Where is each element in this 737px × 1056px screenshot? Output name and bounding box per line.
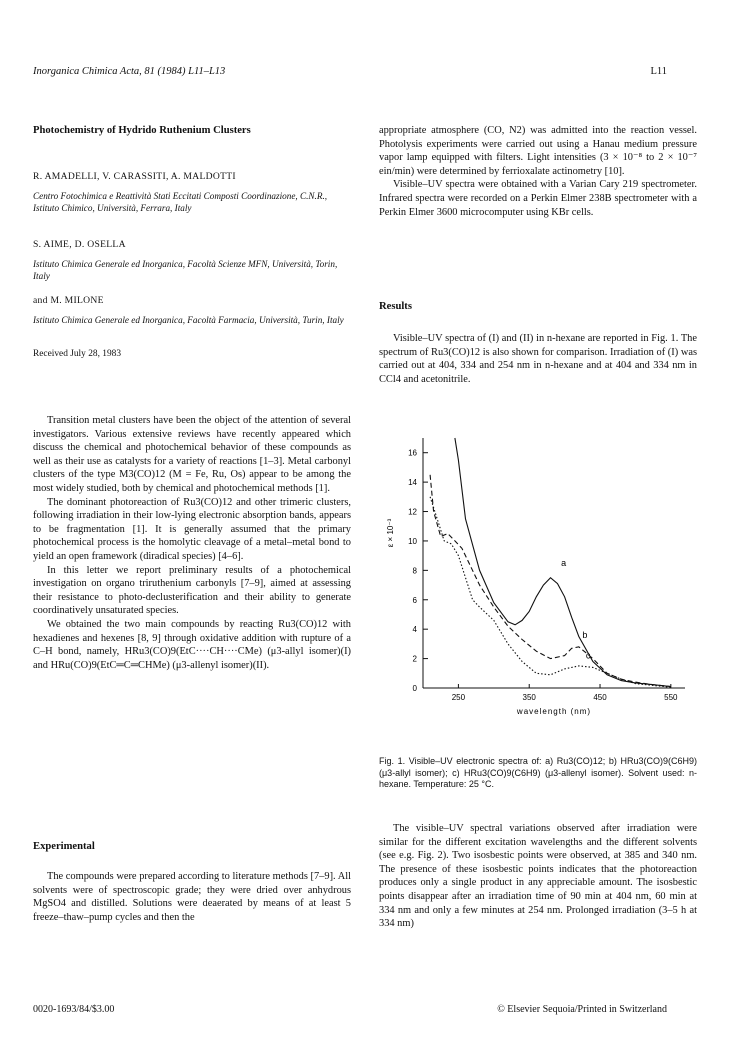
article-title [33,124,351,138]
x-tick-label: 450 [593,693,607,702]
figure-1-chart [379,430,699,745]
curve-label: c [585,650,591,661]
y-tick-label: 8 [412,566,417,576]
x-tick-label: 350 [522,693,536,702]
experimental-paragraph-1: The compounds were prepared according to literature methods [7–9]. All solvents were of spectroscopic grade; they were dried over anhydrous MgSO4 and distilled. Solutions were deaerated by means of at least 5 freeze–thaw–pump cycles and then the [33,871,351,923]
chart-labels [386,449,678,716]
page-number: L11 [650,66,667,77]
experimental-heading: Experimental [33,841,95,852]
x-tick-label: 250 [451,693,466,702]
y-axis-label: ε × 10⁻³ [386,518,395,548]
intro-paragraph-4: We obtained the two main compounds by reacting Ru3(CO)12 with hexadienes and hexenes [8, 9] through oxidative addition with rupture of a C–H bond, namely, HRu3(CO)9(EtC····CH····CMe) (μ3-allyl isomer)(I) and HRu(CO)9(EtC═C═CHMe) (μ3-allenyl isomer)(II). [33,618,351,671]
affiliation-1: Centro Fotochimica e Reattività Stati Eccitati Composti Coordinazione, C.N.R., Istituto Chimico, Università, Ferrara, Italy [33,190,328,213]
experimental-section [33,870,351,924]
journal-citation: Inorganica Chimica Acta, 81 (1984) L11–L13 [33,66,226,77]
author-block-3 [33,294,351,326]
y-tick-label: 0 [412,684,417,693]
title-text: Photochemistry of Hydrido Ruthenium Clusters [33,125,251,136]
x-axis-label: wavelength (nm) [516,707,592,716]
y-tick-label: 14 [408,478,417,488]
y-tick-label: 6 [412,595,417,605]
affiliation-2: Istituto Chimica Generale ed Inorganica, Facoltà Scienze MFN, Università, Torin, Italy [33,258,338,281]
authors-1: R. AMADELLI, V. CARASSITI, A. MALDOTTI [33,171,236,182]
authors-2: S. AIME, D. OSELLA [33,239,126,250]
affiliation-3: Istituto Chimica Generale ed Inorganica, Facoltà Farmacia, Università, Turin, Italy [33,314,344,325]
results-heading: Results [379,301,412,312]
experimental-continued [379,124,697,219]
experimental-paragraph-2: Visible–UV spectra were obtained with a Varian Cary 219 spectrometer. Infrared spectra were recorded on a Perkin Elmer 238B spectrometer with a Perkin Elmer 3600 microcomputer using KBr cells. [379,179,697,218]
y-tick-label: 2 [412,654,417,664]
series-line-b [430,475,671,687]
author-block-1 [33,170,351,214]
x-tick-label: 550 [664,693,678,702]
y-tick-label: 10 [408,536,417,546]
received-date: Received July 28, 1983 [33,349,122,359]
curve-label: b [582,630,588,640]
y-tick-label: 12 [408,507,417,517]
curve-label: a [561,557,567,568]
intro-paragraph-1: Transition metal clusters have been the object of the attention of several investigators. Various extensive reviews have recently appeared which discuss the chemical and photochemical behavior of these compounds as well as their use as catalysts for a variety of reactions [1–3]. Metal carbonyl clusters of the type M3(CO)12 (M = Fe, Ru, Os) appear to be among the most widely studied, both by chemical and photochemical methods [1]. [33,415,351,494]
footer-publisher: © Elsevier Sequoia/Printed in Switzerland [497,1004,667,1015]
author-block-2 [33,238,351,282]
results-paragraph-1: Visible–UV spectra of (I) and (II) in n-hexane are reported in Fig. 1. The spectrum of Ru3(CO)12 is also shown for comparison. Irradiation of (I) was carried out at 404, 334 and 254 nm in n-hexane and at 404 and 334 nm in CCl4 and acetonitrile. [379,333,697,385]
intro-paragraph-3: In this letter we report preliminary results of a photochemical investigation on organo triruthenium carbonyls [7–9], aimed at assessing their resistance to photo-declusterification and their ability to generate coordinatively unsaturated species. [33,564,351,617]
results-paragraph-2: The visible–UV spectral variations observed after irradiation were similar for the different excitation wavelengths and the different solvents (see e.g. Fig. 2). Two isosbestic points were observed, at 385 and 340 nm. The presence of these isosbestic points indicates that the photoreaction produces only a single product in any appreciable amount. The isosbestic points disappear after an irradiation time of 90 min at 404 nm, 60 min at 334 nm and only a few minutes at 254 nm. Prolonged irradiation (3–5 h at 334 nm) [379,823,697,930]
y-tick-label: 16 [408,448,417,458]
chart-series [430,438,671,687]
y-tick-label: 4 [412,625,417,635]
chart-axes [423,438,685,688]
authors-3: and M. MILONE [33,295,104,306]
results-section-2 [379,822,697,931]
intro-paragraph-2: The dominant photoreaction of Ru3(CO)12 and other trimeric clusters, following irradiation in their low-lying electronic absorption bands, appears to be fragmentation [1]. It is generally assumed that the primary photochemical process is the homolytic cleavage of a metal–metal bond to yield an open framework (diradical species) [4–6]. [33,496,351,562]
figure-1-caption: Fig. 1. Visible–UV electronic spectra of: a) Ru3(CO)12; b) HRu3(CO)9(C6H9) (μ3-allyl isomer); c) HRu3(CO)9(C6H9) (μ3-allenyl isomer). Solvent used: n-hexane. Temperature: 25 °C. [379,756,697,789]
footer-code: 0020-1693/84/$3.00 [33,1004,115,1015]
results-section [379,332,697,386]
introduction [33,414,351,672]
experimental-paragraph-1-cont: appropriate atmosphere (CO, N2) was admitted into the reaction vessel. Photolysis experiments were carried out using a Hanau medium pressure vapor lamp equipped with filters. Light intensities (3 × 10⁻⁸ to 2 × 10⁻⁷ ein/min) were determined by ferrioxalate actinometry [10]. [379,125,697,177]
